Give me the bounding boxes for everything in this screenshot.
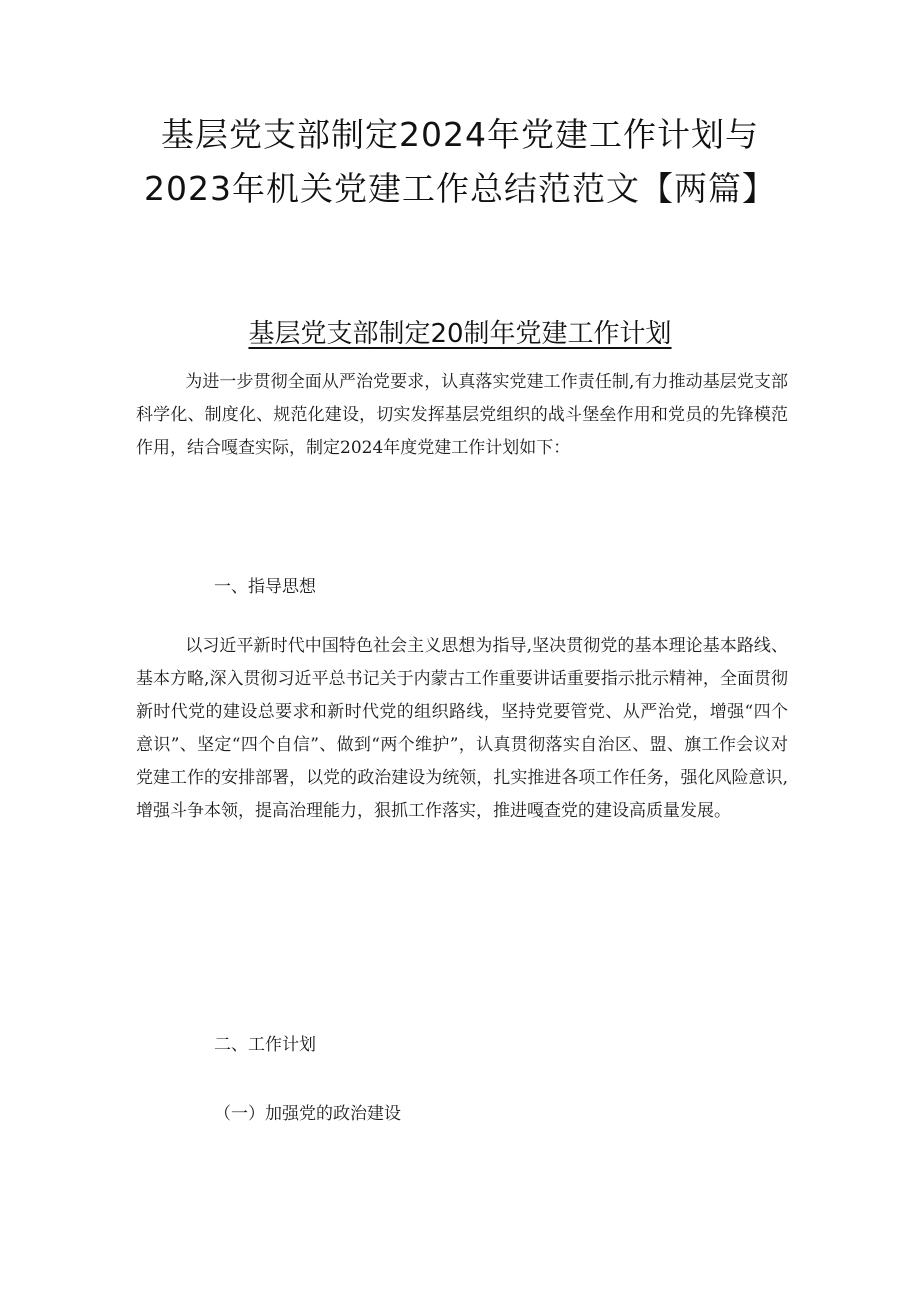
document-title-line-2: 2023年机关党建工作总结范范文【两篇】	[144, 169, 776, 208]
subheading-political-construction: （一）加强党的政治建设	[214, 1104, 401, 1124]
document-title	[100, 108, 820, 216]
section-title: 基层党支部制定20制年党建工作计划	[248, 319, 672, 349]
guiding-ideology-paragraph: 以习近平新时代中国特色社会主义思想为指导,坚决贯彻党的基本理论基本路线、基本方略,深入贯彻习近平总书记关于内蒙古工作重要讲话重要指示批示精神，全面贯彻新时代党的建设总要求和新时代党的组织路线，坚持党要管党、从严治党，增强“四个意识”、坚定“四个自信”、做到“两个维护”，认真贯彻落实自治区、盟、旗工作会议对党建工作的安排部署，以党的政治建设为统领，扎实推进各项工作任务，强化风险意识,增强斗争本领，提高治理能力，狠抓工作落实，推进嘎查党的建设高质量发展。	[136, 636, 788, 821]
heading-guiding-ideology: 一、指导思想	[214, 577, 316, 597]
heading-work-plan: 二、工作计划	[214, 1035, 316, 1055]
document-title-line-1: 基层党支部制定2024年党建工作计划与	[161, 115, 759, 154]
intro-paragraph: 为进一步贯彻全面从严治党要求，认真落实党建工作责任制,有力推动基层党支部科学化、制度化、规范化建设，切实发挥基层党组织的战斗堡垒作用和党员的先锋模范作用，结合嘎查实际，制定2024年度党建工作计划如下：	[136, 372, 788, 458]
